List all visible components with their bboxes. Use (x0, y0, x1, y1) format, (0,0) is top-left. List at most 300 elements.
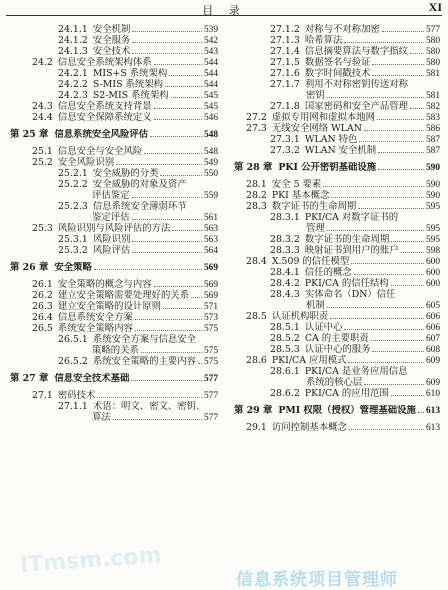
toc-entry-number: 27.1 (32, 390, 53, 401)
toc-entry-title: 系统安全策略内容 (57, 323, 133, 334)
toc-dot-leader (163, 307, 202, 309)
toc-entry-title: PMI 权限（授权）管理基础设施 (278, 405, 416, 416)
toc-dot-leader (135, 329, 202, 331)
toc-entry[interactable] (10, 323, 218, 334)
toc-entry-title: 虚拟专用网和虚拟本地网 (271, 112, 376, 123)
toc-page-number: 569 (203, 291, 218, 301)
toc-entry-number: 28.1 (246, 179, 267, 190)
toc-entry-number: 第 25 章 (10, 129, 49, 140)
toc-entry-number: 第 26 章 (10, 262, 49, 273)
toc-page-number: 550 (203, 169, 218, 179)
toc-entry-number: 27.3.2 (270, 145, 300, 156)
toc-page-number: 577 (203, 413, 218, 423)
toc-entry-title: 数据签名与验证 (304, 57, 371, 68)
toc-page-number: 542 (203, 36, 218, 46)
toc-entry[interactable] (234, 35, 440, 46)
toc-entry-title: 信息安全系统支持背景 (57, 101, 152, 112)
toc-entry-number: 24.2.3 (58, 90, 88, 101)
toc-entry-number: 24.2 (32, 57, 53, 68)
toc-entry-title: 术语：明文、密文、密钥、 (92, 401, 206, 412)
toc-page-number: 563 (203, 235, 218, 245)
toc-page-number: 575 (203, 324, 218, 334)
toc-entry[interactable] (234, 267, 440, 278)
toc-page-number: 577 (425, 25, 440, 35)
toc-entry[interactable] (234, 24, 440, 35)
toc-chapter-entry[interactable] (234, 162, 440, 173)
toc-entry-title: 鉴定评估 (92, 212, 130, 223)
toc-dot-leader (150, 135, 202, 137)
toc-entry-title: 信息摘要算法与数字指纹 (304, 46, 408, 57)
toc-chapter-entry[interactable] (10, 262, 218, 273)
toc-entry[interactable] (10, 412, 218, 423)
toc-entry-title: 安全策略的概念与内容 (57, 279, 152, 290)
toc-page-number: 545 (203, 102, 218, 112)
toc-entry-title: 信息系统安全薄弱环节 (92, 201, 187, 212)
toc-entry-number: 28.3 (246, 201, 267, 212)
toc-entry-title: 认证中心 (304, 322, 343, 333)
toc-entry[interactable] (234, 112, 440, 123)
toc-entry[interactable] (234, 278, 440, 289)
toc-dot-leader (154, 118, 202, 120)
toc-page-number: 600 (425, 279, 440, 289)
toc-entry[interactable] (10, 35, 218, 46)
toc-entry-title: 系统安全方案与信息安全 (92, 334, 196, 345)
toc-entry-number: 27.2 (246, 112, 267, 123)
toc-dot-leader (169, 74, 202, 76)
toc-dot-leader (391, 240, 424, 242)
toc-dot-leader (410, 107, 424, 109)
toc-page-number: 571 (203, 302, 218, 312)
toc-entry-title: 安全威胁的分类 (92, 168, 159, 179)
toc-entry-number: 26.1 (32, 279, 53, 290)
toc-entry-title: 策略的关系 (92, 345, 139, 356)
toc-entry[interactable] (234, 322, 440, 333)
toc-page-number: 609 (425, 356, 440, 366)
toc-entry-number: 25.2.3 (58, 201, 88, 212)
toc-entry-number: 27.1.2 (270, 24, 300, 35)
toc-entry[interactable] (234, 223, 440, 234)
toc-right-column (234, 24, 440, 433)
toc-dot-leader (378, 168, 424, 170)
toc-page-number: 569 (203, 280, 218, 290)
toc-entry-number: 29.1 (246, 422, 267, 433)
toc-page-number: 590 (425, 180, 440, 190)
toc-page-number: 545 (203, 91, 218, 101)
toc-entry-title: CA 的主要职责 (304, 333, 369, 344)
toc-entry[interactable] (234, 234, 440, 245)
toc-page-number: 582 (425, 102, 440, 112)
toc-page-number: 595 (425, 224, 440, 234)
toc-entry-number: 24.1.2 (58, 35, 88, 46)
toc-page-number: 569 (203, 263, 218, 273)
toc-entry[interactable] (234, 300, 440, 311)
toc-entry-title: 密码技术 (57, 390, 96, 401)
toc-entry-number: 26.4 (32, 312, 53, 323)
toc-dot-leader (94, 268, 202, 270)
toc-page-number: 544 (203, 69, 218, 79)
toc-entry-number: 26.5 (32, 323, 53, 334)
toc-entry[interactable] (234, 68, 440, 79)
toc-entry-number: 27.3.1 (270, 134, 300, 145)
toc-entry-title: 实体命名（DN）信任 (304, 289, 396, 300)
toc-entry-title: WLAN 安全机制 (304, 145, 377, 156)
toc-entry[interactable] (234, 422, 440, 433)
toc-entry-title: MIS+S 系统架构 (92, 68, 168, 79)
toc-entry-number: 25.2 (32, 157, 53, 168)
toc-entry-number: 28.4 (246, 256, 267, 267)
toc-entry-number: 26.2 (32, 290, 53, 301)
toc-dot-leader (172, 229, 202, 231)
toc-dot-leader (97, 396, 202, 398)
toc-dot-leader (330, 317, 424, 319)
toc-entry[interactable] (10, 24, 218, 35)
toc-entry[interactable] (234, 366, 440, 377)
toc-entry-title: 认证中心的服务 (304, 344, 371, 355)
watermark-text: 信息系统项目管理师 (236, 570, 398, 590)
toc-dot-leader (165, 85, 202, 87)
toc-dot-leader (327, 96, 424, 98)
toc-entry-number: 27.1.8 (270, 101, 300, 112)
toc-dot-leader (364, 383, 424, 385)
toc-entry[interactable] (234, 377, 440, 388)
toc-entry[interactable] (10, 279, 218, 290)
toc-page-number: 544 (203, 58, 218, 68)
toc-entry-number: 28.6.2 (270, 388, 300, 399)
toc-entry-number: 27.1.1 (58, 401, 88, 412)
toc-dot-leader (351, 262, 424, 264)
toc-entry[interactable] (234, 123, 440, 134)
toc-entry-number: 28.3.3 (270, 245, 300, 256)
toc-entry-title: 算法 (92, 412, 111, 423)
toc-entry[interactable] (10, 212, 218, 223)
toc-entry[interactable] (234, 145, 440, 156)
toc-page-number: 575 (203, 357, 218, 367)
toc-dot-leader (144, 152, 202, 154)
toc-entry-number: 28.3.2 (270, 234, 300, 245)
toc-entry[interactable] (234, 190, 440, 201)
toc-entry-title: 认证机构职责 (271, 311, 329, 322)
toc-entry[interactable] (10, 157, 218, 168)
toc-entry-title: 风险评估 (92, 245, 131, 256)
toc-entry-title: 建立安全策略的设计原则 (57, 301, 162, 312)
toc-entry[interactable] (234, 212, 440, 223)
toc-dot-leader (154, 107, 202, 109)
toc-dot-leader (132, 240, 202, 242)
toc-entry-title: 信任的概念 (304, 267, 352, 278)
toc-page-number: 587 (425, 146, 440, 156)
toc-dot-leader (377, 118, 424, 120)
toc-entry-title: 访问控制基本概念 (271, 422, 347, 433)
toc-entry-title: 信息安全技术基础 (54, 373, 130, 384)
toc-entry-number: 26.3 (32, 301, 53, 312)
toc-chapter-entry[interactable] (10, 129, 218, 140)
toc-entry-title: PKI 基本概念 (271, 190, 330, 201)
toc-page-number: 590 (425, 191, 440, 201)
toc-page-number: 559 (203, 191, 218, 201)
toc-entry[interactable] (10, 223, 218, 234)
toc-entry-number: 24.2.2 (58, 79, 88, 90)
toc-entry-title: 安全策略 (54, 262, 92, 273)
page-number: XI (428, 0, 442, 14)
toc-entry-number: 25.1 (32, 146, 53, 157)
toc-page-number: 543 (203, 47, 218, 57)
toc-entry-number: 27.1.7 (270, 79, 300, 90)
toc-dot-leader (418, 411, 424, 413)
toc-page-number: 610 (425, 389, 440, 399)
toc-entry-number: 第 27 章 (10, 373, 49, 384)
toc-entry-title: 安全风险识别 (57, 157, 115, 168)
toc-entry-title: 信息安全系统架构体系 (57, 57, 152, 68)
toc-entry-number: 26.5.2 (58, 356, 88, 367)
toc-dot-leader (354, 273, 424, 275)
toc-entry[interactable] (10, 46, 218, 57)
toc-entry-title: 利用不对称密钥传送对称 (304, 79, 408, 90)
toc-entry[interactable] (234, 355, 440, 366)
toc-dot-leader (116, 163, 202, 165)
toc-entry-title: 国家密码和安全产品管理 (304, 101, 408, 112)
toc-entry-number: 28.5 (246, 311, 267, 322)
toc-page-number: 609 (425, 378, 440, 388)
toc-entry-title: 密钥 (306, 90, 325, 101)
toc-entry[interactable] (10, 390, 218, 401)
toc-entry-title: 管理 (306, 223, 325, 234)
toc-entry[interactable] (10, 401, 218, 412)
toc-entry[interactable] (10, 146, 218, 157)
toc-entry-title: X.509 的信任模型 (271, 256, 350, 267)
toc-entry-title: WLAN 特色 (304, 134, 358, 145)
toc-dot-leader (401, 251, 424, 253)
toc-entry-number: 28.5.1 (270, 322, 300, 333)
toc-entry-title: 数字证书的生命周期 (271, 201, 357, 212)
toc-dot-leader (372, 63, 423, 65)
toc-dot-leader (154, 63, 202, 65)
toc-entry-number: 24.3 (32, 101, 53, 112)
toc-page-number: 564 (203, 246, 218, 256)
toc-dot-leader (132, 41, 202, 43)
toc-page-number: 563 (203, 224, 218, 234)
toc-entry-number: 26.5.1 (58, 334, 88, 345)
toc-entry-title: 风险识别与风险评估的方法 (57, 223, 171, 234)
toc-dot-leader (410, 52, 424, 54)
toc-entry[interactable] (234, 90, 440, 101)
toc-entry[interactable] (234, 256, 440, 267)
toc-entry-title: PKI/CA 的应用范围 (304, 388, 389, 399)
toc-entry-title: 信息系统安全方案 (57, 312, 133, 323)
toc-entry[interactable] (10, 290, 218, 301)
toc-entry-title: S2-MIS 系统架构 (92, 90, 169, 101)
toc-page-number: 581 (425, 69, 440, 79)
toc-dot-leader (359, 140, 424, 142)
toc-entry-title: 安全技术 (92, 46, 131, 57)
toc-entry[interactable] (10, 312, 218, 323)
toc-dot-leader (171, 96, 202, 98)
toc-entry-number: 28.5.2 (270, 333, 300, 344)
toc-page-number: 561 (203, 213, 218, 223)
toc-page-number: 575 (203, 346, 218, 356)
toc-page-number: 548 (203, 147, 218, 157)
toc-entry-title: PKI/CA 对数字证书的 (304, 212, 399, 223)
toc-page-number: 549 (203, 158, 218, 168)
toc-dot-leader (141, 351, 202, 353)
toc-entry-title: 安全威胁的对象及资产 (92, 179, 187, 190)
toc-entry-title: 数字时间戳技术 (304, 68, 371, 79)
toc-page-number: 577 (203, 374, 218, 384)
toc-entry[interactable] (10, 334, 218, 345)
toc-entry[interactable] (234, 245, 440, 256)
toc-entry-title: 信息系统安全风险评估 (54, 129, 149, 140)
toc-entry[interactable] (10, 79, 218, 90)
toc-entry-title: 信息安全保障系统定义 (57, 112, 152, 123)
toc-entry-title: 安全机制 (92, 24, 131, 35)
toc-entry[interactable] (234, 101, 440, 112)
toc-entry[interactable] (234, 344, 440, 355)
toc-page-number: 577 (203, 391, 218, 401)
toc-page-number: 586 (425, 124, 440, 134)
toc-entry[interactable] (10, 356, 218, 367)
toc-page-number: 595 (425, 235, 440, 245)
toc-entry[interactable] (10, 168, 218, 179)
toc-page-number: 573 (203, 313, 218, 323)
toc-entry-title: 数字证书的生命周期 (304, 234, 390, 245)
toc-dot-leader (378, 151, 424, 153)
toc-entry[interactable] (234, 311, 440, 322)
toc-entry-number: 第 28 章 (234, 162, 273, 173)
toc-dot-leader (372, 350, 423, 352)
toc-dot-leader (132, 218, 202, 220)
toc-entry-title: PKI 公开密钥基础设施 (278, 162, 377, 173)
toc-entry-title: 评估鉴定 (92, 190, 130, 201)
toc-entry[interactable] (10, 101, 218, 112)
toc-entry[interactable] (234, 289, 440, 300)
toc-entry-number: 27.1.4 (270, 46, 300, 57)
toc-page-number: 590 (425, 163, 440, 173)
toc-entry-title: PKI/CA 是业务应用信息 (304, 366, 408, 377)
toc-page-number: 580 (425, 36, 440, 46)
toc-entry-number: 25.3 (32, 223, 53, 234)
toc-dot-leader (132, 251, 202, 253)
toc-entry[interactable] (10, 201, 218, 212)
toc-dot-leader (382, 30, 424, 32)
toc-entry-number: 28.5.3 (270, 344, 300, 355)
toc-dot-leader (331, 196, 424, 198)
toc-entry-title: 映射证书到用户的账户 (304, 245, 399, 256)
toc-entry[interactable] (10, 190, 218, 201)
toc-entry-number: 28.3.1 (270, 212, 300, 223)
toc-entry[interactable] (234, 79, 440, 90)
toc-entry[interactable] (234, 201, 440, 212)
toc-chapter-entry[interactable] (10, 373, 218, 384)
toc-entry-title: 机制 (306, 300, 325, 311)
toc-entry-number: 25.2.2 (58, 179, 88, 190)
toc-dot-leader (198, 362, 202, 364)
toc-dot-leader (113, 418, 202, 420)
toc-entry-title: 对称与不对称加密 (304, 24, 380, 35)
toc-entry[interactable] (10, 301, 218, 312)
toc-page-number: 600 (425, 268, 440, 278)
toc-dot-leader (154, 285, 202, 287)
toc-page-number: 548 (203, 130, 218, 140)
toc-page-number: 581 (425, 91, 440, 101)
toc-entry-title: 风险识别 (92, 234, 131, 245)
toc-dot-leader (344, 41, 424, 43)
toc-dot-leader (132, 30, 202, 32)
toc-entry[interactable] (10, 68, 218, 79)
toc-entry-title: PKI/CA 应用模式 (271, 355, 347, 366)
toc-entry[interactable] (234, 46, 440, 57)
toc-dot-leader (132, 52, 202, 54)
toc-entry-title: 安全 5 要素 (271, 179, 322, 190)
toc-entry-number: 28.4.3 (270, 289, 300, 300)
toc-entry-number: 25.3.2 (58, 245, 88, 256)
toc-dot-leader (391, 284, 424, 286)
toc-page-number: 595 (425, 202, 440, 212)
watermark-background: ITmsm.com (19, 543, 163, 578)
toc-dot-leader (348, 361, 423, 363)
toc-entry-number: 27.3 (246, 123, 267, 134)
toc-entry-number: 28.4.1 (270, 267, 300, 278)
toc-left-column (10, 24, 218, 423)
running-title: 目 录 (202, 4, 246, 17)
toc-entry-number: 28.6 (246, 355, 267, 366)
toc-dot-leader (160, 174, 201, 176)
toc-entry[interactable] (234, 388, 440, 399)
toc-entry-title: PKI/CA 的信任结构 (304, 278, 389, 289)
toc-entry-title: 安全服务 (92, 35, 131, 46)
toc-page-number: 613 (425, 406, 440, 416)
toc-entry-number: 27.1.6 (270, 68, 300, 79)
toc-page-number: 580 (425, 47, 440, 57)
toc-entry-number: 27.1.5 (270, 57, 300, 68)
toc-entry[interactable] (10, 345, 218, 356)
toc-entry[interactable] (10, 90, 218, 101)
toc-dot-leader (135, 318, 202, 320)
toc-entry-number: 27.1.3 (270, 35, 300, 46)
toc-entry[interactable] (10, 245, 218, 256)
page-header (0, 0, 448, 16)
toc-entry[interactable] (10, 57, 218, 68)
toc-entry[interactable] (10, 112, 218, 123)
toc-entry[interactable] (234, 179, 440, 190)
toc-page-number: 613 (425, 423, 440, 433)
toc-entry-number: 24.1.3 (58, 46, 88, 57)
toc-entry[interactable] (10, 179, 218, 190)
toc-entry-title: 建立安全策略需要处理好的关系 (57, 290, 190, 301)
toc-entry-number: 25.2.1 (58, 168, 88, 179)
toc-dot-leader (391, 394, 424, 396)
toc-page-number: 580 (425, 58, 440, 68)
toc-dot-leader (371, 339, 424, 341)
toc-page-number: 544 (203, 80, 218, 90)
toc-page-number: 606 (425, 323, 440, 333)
toc-dot-leader (344, 328, 424, 330)
toc-dot-leader (358, 207, 424, 209)
toc-entry[interactable] (234, 333, 440, 344)
toc-dot-leader (131, 379, 202, 381)
toc-entry[interactable] (234, 57, 440, 68)
toc-page-number: 539 (203, 25, 218, 35)
toc-entry-title: 哈希算法 (304, 35, 343, 46)
toc-page-number: 606 (425, 312, 440, 322)
toc-entry-number: 28.4.2 (270, 278, 300, 289)
toc-chapter-entry[interactable] (234, 405, 440, 416)
toc-entry-title: S-MIS 系统架构 (92, 79, 163, 90)
toc-page-number: 607 (425, 334, 440, 344)
toc-entry[interactable] (10, 234, 218, 245)
toc-dot-leader (372, 74, 423, 76)
toc-entry[interactable] (234, 134, 440, 145)
toc-dot-leader (349, 428, 424, 430)
toc-entry-number: 24.4 (32, 112, 53, 123)
